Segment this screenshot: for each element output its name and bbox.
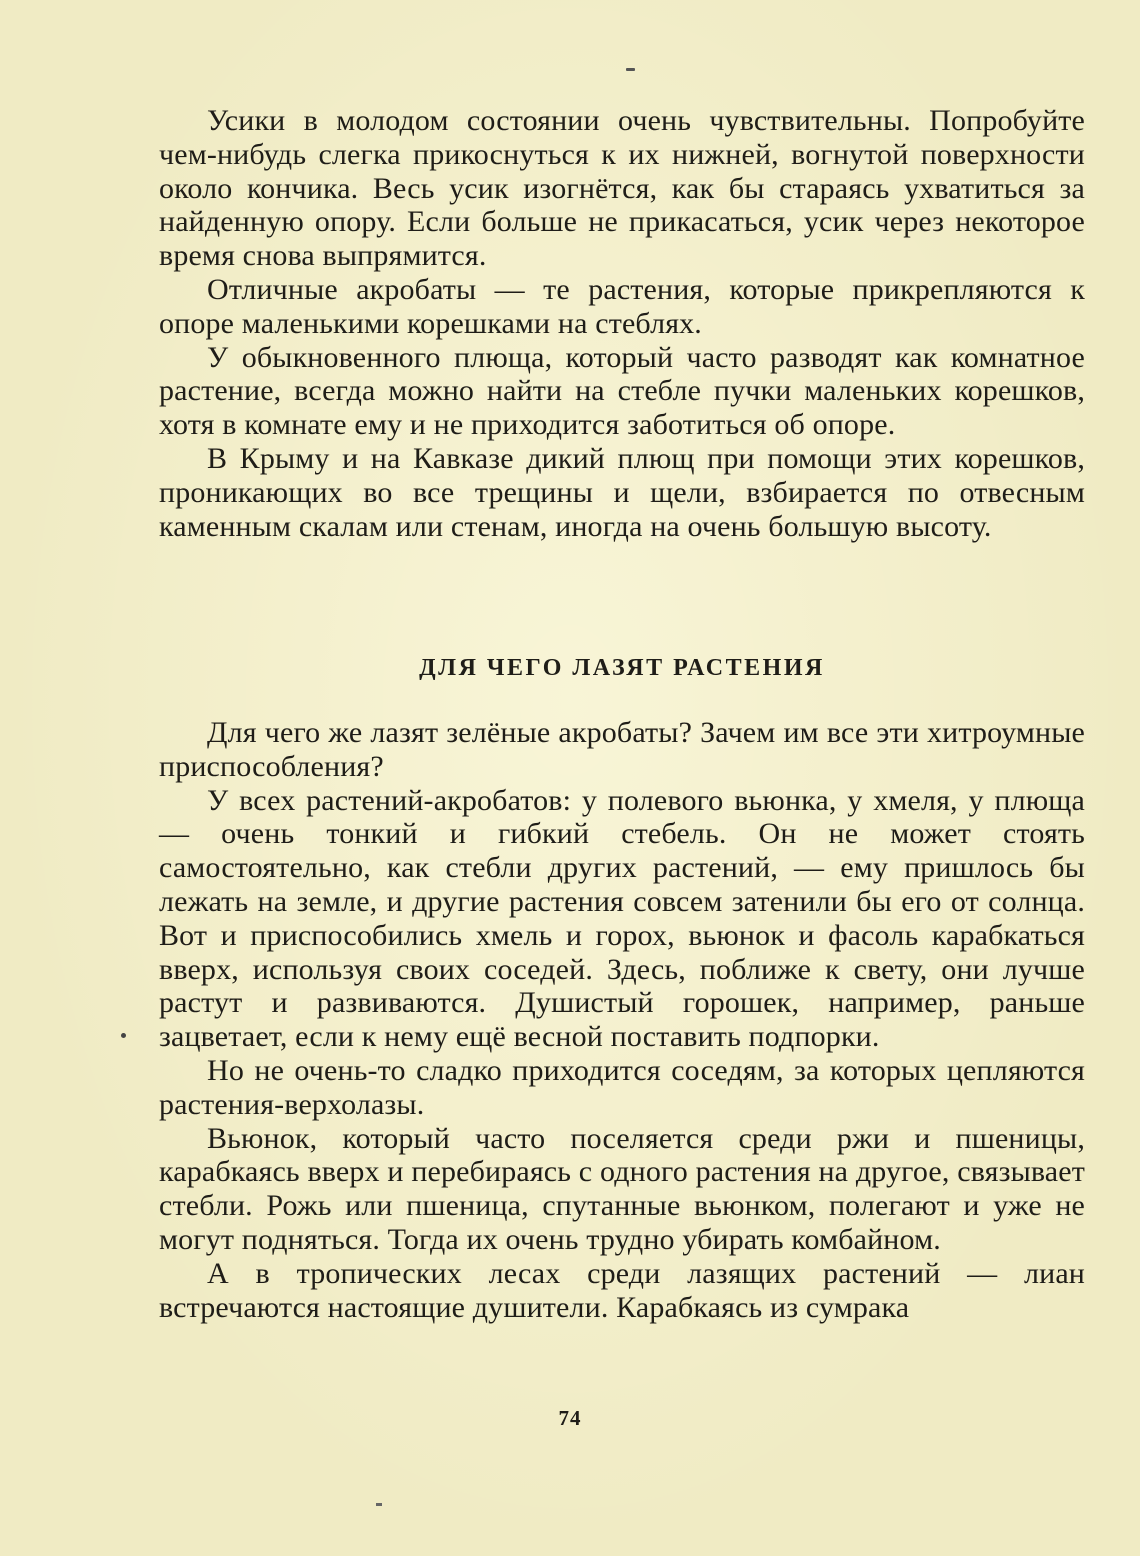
paragraph: У обыкновенного плюща, который часто разводят как комнатное растение, всегда можно найти на стебле пучки маленьких корешков, хотя в комнате ему и не приходится заботиться об опоре. bbox=[159, 340, 1085, 442]
text-section-2 bbox=[159, 716, 1085, 1324]
text-section-1 bbox=[159, 104, 1085, 543]
section-heading: ДЛЯ ЧЕГО ЛАЗЯТ РАСТЕНИЯ bbox=[419, 655, 825, 681]
paragraph: Но не очень-то сладко приходится соседям, за которых цепляются растения-верхолазы. bbox=[159, 1053, 1085, 1121]
paragraph: Для чего же лазят зелёные акробаты? Зачем им все эти хитроумные приспособления? bbox=[159, 716, 1085, 783]
paragraph: У всех растений-акробатов: у полевого вьюнка, у хмеля, у плюща — очень тонкий и гибкий стебель. Он не может стоять самостоятельно, как стебли других растений, — ему пришлось бы лежать на земле, и другие растения совсем затенили бы его от солнца. Вот и приспособились хмель и горох, вьюнок и фасоль карабкаться вверх, используя своих соседей. Здесь, поближе к свету, они лучше растут и развиваются. Душистый горошек, например, раньше зацветает, если к нему ещё весной поставить подпорки. bbox=[159, 783, 1085, 1054]
paragraph: А в тропических лесах среди лазящих растений — лиан встречаются настоящие душители. Карабкаясь из сумрака bbox=[159, 1256, 1085, 1324]
margin-mark bbox=[121, 1033, 126, 1038]
print-mark-top bbox=[626, 68, 635, 71]
print-mark-bottom bbox=[376, 1503, 382, 1506]
paragraph: Отличные акробаты — те растения, которые прикрепляются к опоре маленькими корешками на стеблях. bbox=[159, 272, 1085, 340]
paragraph: Усики в молодом состоянии очень чувствительны. Попробуйте чем-нибудь слегка прикоснуться к их нижней, вогнутой поверхности около кончика. Весь усик изогнётся, как бы стараясь ухватиться за найденную опору. Если больше не прикасаться, усик через некоторое время снова выпрямится. bbox=[159, 104, 1085, 273]
paragraph: В Крыму и на Кавказе дикий плющ при помощи этих корешков, проникающих во все трещины и щели, взбирается по отвесным каменным скалам или стенам, иногда на очень большую высоту. bbox=[159, 441, 1085, 543]
page-number: 74 bbox=[558, 1406, 582, 1430]
paragraph: Вьюнок, который часто поселяется среди ржи и пшеницы, карабкаясь вверх и перебираясь с одного растения на другое, связывает стебли. Рожь или пшеница, спутанные вьюнком, полегают и уже не могут подняться. Тогда их очень трудно убирать комбайном. bbox=[159, 1121, 1085, 1256]
